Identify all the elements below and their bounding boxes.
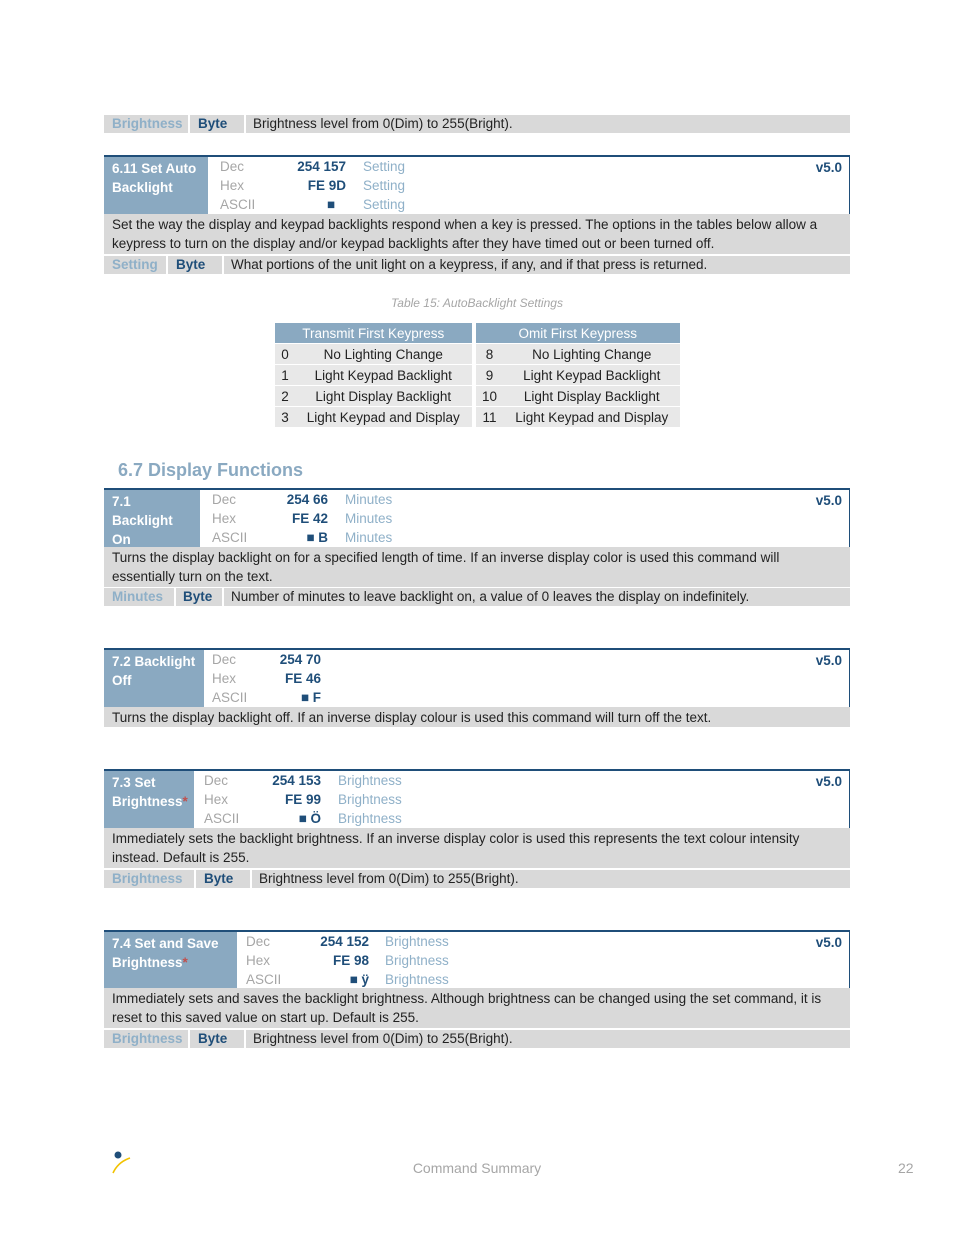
table-cell: Light Keypad Backlight <box>504 365 681 386</box>
table-row <box>275 344 680 365</box>
ascii-label: ASCII <box>246 972 282 987</box>
param-name: Brightness <box>338 811 402 826</box>
command-title: 7.1 Backlight On <box>104 490 200 547</box>
dec-label: Dec <box>204 773 229 788</box>
version-badge: v5.0 <box>815 935 842 950</box>
hex-label: Hex <box>220 178 245 193</box>
version-badge: v5.0 <box>815 493 842 508</box>
param-type: Byte <box>198 1031 228 1046</box>
command-title: 7.4 Set and Save Brightness* <box>104 932 237 989</box>
param-name: Setting <box>363 197 406 212</box>
dec-label: Dec <box>212 652 237 667</box>
param-desc: What portions of the unit light on a keypress, if any, and if that press is returned. <box>231 257 708 272</box>
ascii-label: ASCII <box>212 530 248 545</box>
version-badge: v5.0 <box>815 774 842 789</box>
table-cell: Light Display Backlight <box>504 386 681 407</box>
param-label: Minutes <box>112 589 164 604</box>
page-number: 22 <box>898 1160 914 1176</box>
table-cell: 9 <box>476 365 504 386</box>
param-desc: Brightness level from 0(Dim) to 255(Bright). <box>253 116 513 131</box>
param-name: Brightness <box>385 953 449 968</box>
table-cell: Light Keypad Backlight <box>295 365 472 386</box>
param-row-brightness <box>104 1030 850 1048</box>
dec-label: Dec <box>246 934 271 949</box>
dec-label: Dec <box>212 492 237 507</box>
param-name: Brightness <box>338 773 402 788</box>
command-7-1-backlight-on <box>104 488 850 547</box>
command-6-11-set-auto-backlight <box>104 155 850 214</box>
command-description: Turns the display backlight on for a specified length of time. If an inverse display color is used this command will essentially turn on the text. <box>104 547 850 587</box>
param-row-setting <box>104 256 850 274</box>
param-desc: Brightness level from 0(Dim) to 255(Bright). <box>259 871 519 886</box>
ascii-value: ■ B <box>306 530 328 545</box>
param-desc: Number of minutes to leave backlight on, a value of 0 leaves the display on indefinitely. <box>231 589 750 604</box>
ascii-value: ■ Ö <box>298 811 321 826</box>
table-row <box>275 407 680 428</box>
table-cell: 11 <box>476 407 504 428</box>
table-cell: Light Display Backlight <box>295 386 472 407</box>
hex-value: FE 99 <box>284 792 321 807</box>
hex-label: Hex <box>204 792 229 807</box>
param-name: Minutes <box>345 492 393 507</box>
hex-value: FE 46 <box>284 671 321 686</box>
param-row-minutes <box>104 588 850 606</box>
param-type: Byte <box>204 871 234 886</box>
table-cell: 8 <box>476 344 504 365</box>
command-title: 7.2 Backlight Off <box>104 650 204 707</box>
param-name: Minutes <box>345 511 393 526</box>
dec-value: 254 153 <box>272 773 321 788</box>
param-label: Brightness <box>112 116 183 131</box>
table-cell: No Lighting Change <box>295 344 472 365</box>
param-name: Brightness <box>385 934 449 949</box>
param-name: Brightness <box>338 792 402 807</box>
version-badge: v5.0 <box>815 160 842 175</box>
param-row-brightness-top <box>104 115 850 133</box>
param-type: Byte <box>183 589 213 604</box>
table-cell: Light Keypad and Display <box>295 407 472 428</box>
command-description: Set the way the display and keypad backlights respond when a key is pressed. The options in the tables below allow a keypress to turn on the display and/or keypad backlights after they have timed out or been turned off. <box>104 214 850 254</box>
command-7-4-set-and-save-brightness <box>104 930 850 989</box>
ascii-label: ASCII <box>220 197 256 212</box>
version-badge: v5.0 <box>815 653 842 668</box>
autobacklight-settings-table <box>275 323 680 428</box>
param-name: Setting <box>363 178 406 193</box>
param-row-brightness <box>104 870 850 888</box>
ascii-value: ■ F <box>300 690 321 705</box>
section-heading: 6.7 Display Functions <box>118 460 304 480</box>
param-label: Setting <box>112 257 158 272</box>
param-type: Byte <box>176 257 206 272</box>
ascii-label: ASCII <box>212 690 248 705</box>
table-caption: Table 15: AutoBacklight Settings <box>391 296 563 310</box>
param-desc: Brightness level from 0(Dim) to 255(Bright). <box>253 1031 513 1046</box>
hex-value: FE 9D <box>307 178 346 193</box>
table-cell: 10 <box>476 386 504 407</box>
table-cell: 1 <box>275 365 295 386</box>
command-description: Immediately sets the backlight brightness. If an inverse display color is used this represents the text colour intensity instead. Default is 255. <box>104 828 850 868</box>
command-7-2-backlight-off <box>104 648 850 707</box>
command-7-3-set-brightness <box>104 769 850 828</box>
dec-label: Dec <box>220 159 245 174</box>
command-title: 6.11 Set Auto Backlight <box>104 157 208 214</box>
ascii-value: ■ <box>326 197 335 212</box>
dec-value: 254 157 <box>297 159 346 174</box>
hex-value: FE 98 <box>332 953 369 968</box>
hex-label: Hex <box>246 953 271 968</box>
hex-label: Hex <box>212 511 237 526</box>
dec-value: 254 70 <box>279 652 321 667</box>
table-cell: No Lighting Change <box>504 344 681 365</box>
ascii-value: ■ ÿ <box>349 972 369 987</box>
param-name: Brightness <box>385 972 449 987</box>
table-row <box>275 365 680 386</box>
command-title: 7.3 Set Brightness* <box>104 771 194 828</box>
table-header-omit: Omit First Keypress <box>476 323 681 344</box>
param-label: Brightness <box>112 871 183 886</box>
param-name: Minutes <box>345 530 393 545</box>
hex-value: FE 42 <box>291 511 328 526</box>
hex-label: Hex <box>212 671 237 686</box>
dec-value: 254 152 <box>320 934 369 949</box>
command-description: Turns the display backlight off. If an inverse display colour is used this command will turn off the text. <box>104 707 850 727</box>
param-name: Setting <box>363 159 406 174</box>
table-row <box>275 386 680 407</box>
param-type: Byte <box>198 116 228 131</box>
ascii-label: ASCII <box>204 811 240 826</box>
table-cell: 2 <box>275 386 295 407</box>
table-cell: 0 <box>275 344 295 365</box>
table-cell: 3 <box>275 407 295 428</box>
command-description: Immediately sets and saves the backlight brightness. Although brightness can be changed using the set command, it is reset to this saved value on start up. Default is 255. <box>104 988 850 1028</box>
param-label: Brightness <box>112 1031 183 1046</box>
dec-value: 254 66 <box>286 492 328 507</box>
table-header-transmit: Transmit First Keypress <box>275 323 472 344</box>
footer-title: Command Summary <box>412 1160 542 1176</box>
table-cell: Light Keypad and Display <box>504 407 681 428</box>
